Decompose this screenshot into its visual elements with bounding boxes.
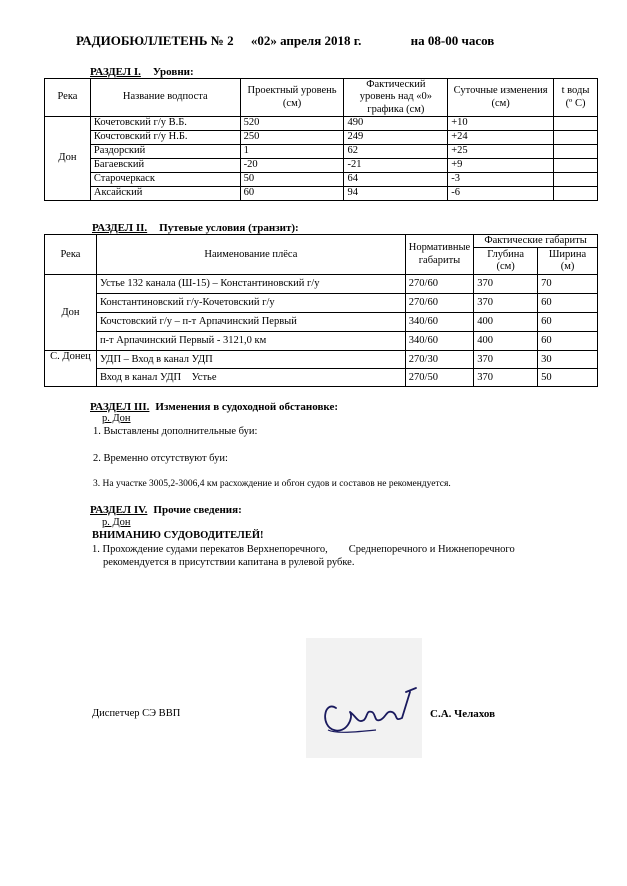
dispatcher-name: С.А. Челахов xyxy=(430,708,496,720)
bulletin-date: «02» апреля 2018 г. xyxy=(250,33,362,48)
section4-name: Прочие сведения: xyxy=(153,504,242,516)
table-row xyxy=(45,313,598,332)
table-row xyxy=(45,145,598,159)
transit-header-reach: Наименование плёса xyxy=(96,235,405,275)
water-temp xyxy=(554,187,598,201)
post-name: Старочеркаск xyxy=(90,173,240,187)
reach-name: Кочстовский г/у – п-т Арпачинский Первый xyxy=(96,313,405,332)
levels-header-row xyxy=(45,79,598,117)
bulletin-title xyxy=(76,33,494,49)
actual-depth: 370 xyxy=(474,275,538,294)
section4-item-1-line1: 1. Прохождение судами перекатов Верхнепоречного, Среднепоречного и Нижнепоречного xyxy=(92,544,515,555)
reach-name: Вход в канал УДП Устье xyxy=(96,369,405,387)
design-level: 250 xyxy=(240,131,344,145)
actual-width: 60 xyxy=(538,313,598,332)
table-row xyxy=(45,369,598,387)
table-row xyxy=(45,173,598,187)
actual-width: 60 xyxy=(538,332,598,351)
bulletin-number: РАДИОБЮЛЛЕТЕНЬ № 2 xyxy=(76,33,234,48)
actual-width: 70 xyxy=(538,275,598,294)
section3-river: р. Дон xyxy=(102,413,131,424)
reach-name: УДП – Вход в канал УДП xyxy=(96,351,405,369)
water-temp xyxy=(554,117,598,131)
levels-header-design: Проектный уровень (см) xyxy=(240,79,344,117)
water-temp xyxy=(554,159,598,173)
norm-dims: 270/30 xyxy=(405,351,473,369)
section1-label: РАЗДЕЛ I. xyxy=(90,66,141,78)
levels-header-temp: t воды (º С) xyxy=(554,79,598,117)
transit-header-row-1 xyxy=(45,235,598,248)
design-level: 60 xyxy=(240,187,344,201)
levels-header-actual: Фактический уровень над «0» графика (см) xyxy=(344,79,448,117)
table-row xyxy=(45,294,598,313)
transit-header-river: Река xyxy=(45,235,97,275)
post-name: Аксайский xyxy=(90,187,240,201)
daily-change: -3 xyxy=(448,173,554,187)
section1-heading xyxy=(90,66,194,78)
norm-dims: 270/60 xyxy=(405,294,473,313)
design-level: 1 xyxy=(240,145,344,159)
dispatcher-role: Диспетчер СЭ ВВП xyxy=(92,708,181,719)
actual-depth: 400 xyxy=(474,332,538,351)
daily-change: -6 xyxy=(448,187,554,201)
actual-depth: 370 xyxy=(474,294,538,313)
section2-name: Путевые условия (транзит): xyxy=(159,222,299,234)
levels-header-river: Река xyxy=(45,79,91,117)
section3-name: Изменения в судоходной обстановке: xyxy=(155,401,339,413)
water-temp xyxy=(554,173,598,187)
actual-width: 50 xyxy=(538,369,598,387)
design-level: 520 xyxy=(240,117,344,131)
section3-heading xyxy=(90,401,338,413)
table-row xyxy=(45,187,598,201)
table-row xyxy=(45,159,598,173)
norm-dims: 270/50 xyxy=(405,369,473,387)
actual-level: 62 xyxy=(344,145,448,159)
section2-heading xyxy=(92,222,299,234)
section3-item-2: 2. Временно отсутствуют буи: xyxy=(93,453,228,464)
design-level: -20 xyxy=(240,159,344,173)
section4-item-1-line2: рекомендуется в присутствии капитана в рулевой рубке. xyxy=(103,557,355,568)
transit-header-norm: Нормативные габариты xyxy=(405,235,473,275)
actual-level: 249 xyxy=(344,131,448,145)
transit-header-width: Ширина (м) xyxy=(538,248,598,275)
norm-dims: 340/60 xyxy=(405,313,473,332)
section3-label: РАЗДЕЛ III. xyxy=(90,401,150,413)
actual-depth: 370 xyxy=(474,369,538,387)
norm-dims: 340/60 xyxy=(405,332,473,351)
post-name: Кочетовский г/у В.Б. xyxy=(90,117,240,131)
actual-width: 60 xyxy=(538,294,598,313)
post-name: Багаевский xyxy=(90,159,240,173)
actual-depth: 400 xyxy=(474,313,538,332)
actual-level: 64 xyxy=(344,173,448,187)
design-level: 50 xyxy=(240,173,344,187)
section4-label: РАЗДЕЛ IV. xyxy=(90,504,148,516)
water-temp xyxy=(554,131,598,145)
daily-change: +25 xyxy=(448,145,554,159)
table-row xyxy=(45,131,598,145)
actual-depth: 370 xyxy=(474,351,538,369)
transit-header-depth: Глубина (см) xyxy=(474,248,538,275)
post-name: Кочстовский г/у Н.Б. xyxy=(90,131,240,145)
section3-item-1: 1. Выставлены дополнительные буи: xyxy=(93,426,258,437)
actual-level: 490 xyxy=(344,117,448,131)
daily-change: +10 xyxy=(448,117,554,131)
table-row xyxy=(45,275,598,294)
attention-notice: ВНИМАНИЮ СУДОВОДИТЕЛЕЙ! xyxy=(92,530,264,541)
reach-name: Константиновский г/у-Кочетовский г/у xyxy=(96,294,405,313)
actual-level: 94 xyxy=(344,187,448,201)
section1-name: Уровни: xyxy=(152,66,194,78)
transit-river-cell: Дон xyxy=(45,275,97,351)
norm-dims: 270/60 xyxy=(405,275,473,294)
reach-name: п-т Арпачинский Первый - 3121,0 км xyxy=(96,332,405,351)
levels-header-change: Суточные изменения (см) xyxy=(448,79,554,117)
transit-river-cell: С. Донец xyxy=(45,351,97,387)
table-row xyxy=(45,117,598,131)
levels-river-cell: Дон xyxy=(45,117,91,201)
section4-heading xyxy=(90,504,242,516)
transit-header-actual: Фактические габариты xyxy=(474,235,598,248)
section2-label: РАЗДЕЛ II. xyxy=(92,222,148,234)
signature-drawing xyxy=(306,638,422,758)
table-row xyxy=(45,351,598,369)
water-temp xyxy=(554,145,598,159)
daily-change: +24 xyxy=(448,131,554,145)
section3-item-3: 3. На участке 3005,2-3006,4 км расхождение и обгон судов и составов не рекомендуется. xyxy=(93,479,451,489)
post-name: Раздорский xyxy=(90,145,240,159)
actual-level: -21 xyxy=(344,159,448,173)
levels-header-post: Название водпоста xyxy=(90,79,240,117)
section4-river: р. Дон xyxy=(102,517,131,528)
bulletin-time: на 08-00 часов xyxy=(410,33,495,48)
transit-table xyxy=(44,234,598,387)
reach-name: Устье 132 канала (Ш-15) – Константиновский г/у xyxy=(96,275,405,294)
actual-width: 30 xyxy=(538,351,598,369)
daily-change: +9 xyxy=(448,159,554,173)
table-row xyxy=(45,332,598,351)
signature-image xyxy=(306,638,422,758)
levels-table xyxy=(44,78,598,201)
